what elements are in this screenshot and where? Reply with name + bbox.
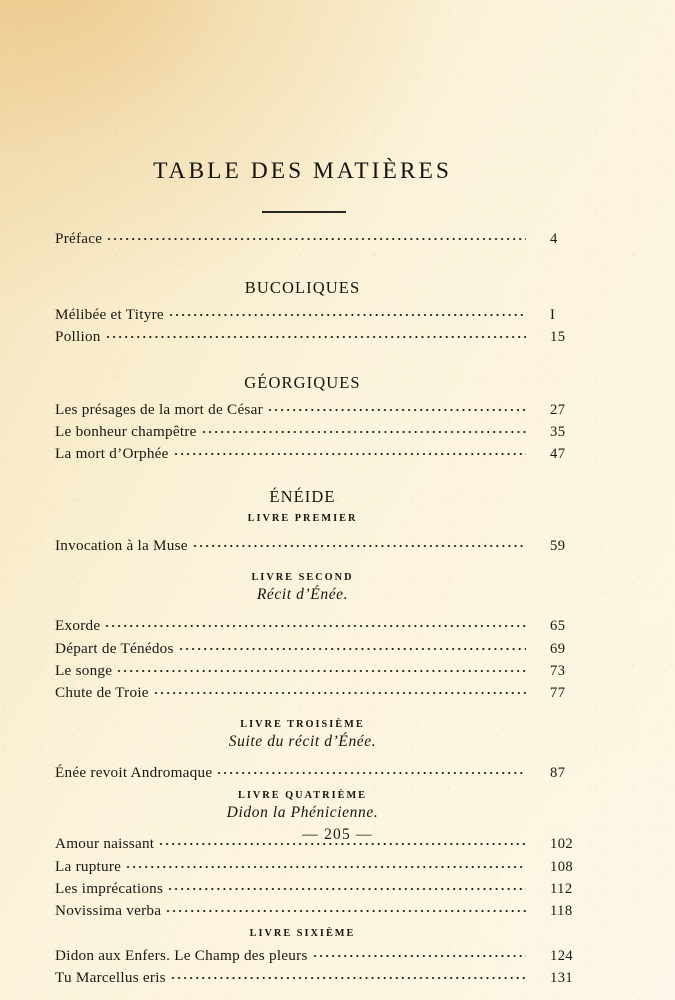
toc-leader-dots <box>312 946 526 960</box>
toc-entry-pollion[interactable] <box>55 326 620 348</box>
toc-entry-page: 131 <box>550 970 574 987</box>
toc-entry-les-imprecations[interactable] <box>55 878 620 900</box>
toc-leader-dots <box>192 536 526 550</box>
toc-leader-dots <box>216 763 526 777</box>
toc-entry-page: 118 <box>550 903 573 920</box>
toc-entry-label: Le bonheur champêtre <box>55 422 197 440</box>
toc-entry-invocation-a-la-muse[interactable] <box>55 535 620 557</box>
toc-entry-page: 124 <box>550 948 574 965</box>
toc-entry-label: Pollion <box>55 328 101 346</box>
spacer <box>55 557 620 572</box>
toc-entry-label: Exorde <box>55 617 101 635</box>
toc-leader-dots <box>104 616 526 630</box>
toc-entry-page: 15 <box>550 329 566 346</box>
toc-entry-label: Les imprécations <box>55 879 164 897</box>
toc-entry-label: Didon aux Enfers. Le Champ des pleurs <box>55 947 308 965</box>
toc-entry-la-rupture[interactable] <box>55 856 620 878</box>
book-heading-livre-second: LIVRE SECOND <box>251 572 354 584</box>
toc-entry-page: 87 <box>550 765 566 782</box>
toc-entry-bonheur-champetre[interactable] <box>55 421 620 443</box>
toc-entry-page: 112 <box>550 880 573 897</box>
toc-entry-preface[interactable] <box>55 228 620 250</box>
book-subtitle-livre-second: Récit d’Énée. <box>256 586 349 604</box>
toc-entry-label: La rupture <box>55 857 122 875</box>
section-heading-bucoliques: BUCOLIQUES <box>244 278 361 298</box>
book-heading-livre-sixieme: LIVRE SIXIÈME <box>249 928 356 940</box>
toc-entry-melibee-et-tityre[interactable] <box>55 304 620 326</box>
book-subtitle-livre-troisieme: Suite du récit d’Énée. <box>228 733 377 751</box>
toc-entry-page: I <box>550 307 556 324</box>
spacer <box>55 704 620 719</box>
spacer <box>55 751 620 762</box>
toc-entry-label: Tu Marcellus eris <box>55 969 166 987</box>
toc-leader-dots <box>153 683 526 697</box>
toc-entry-page: 35 <box>550 423 566 440</box>
toc-entry-le-songe[interactable] <box>55 660 620 682</box>
toc-leader-dots <box>173 444 526 458</box>
toc-entry-label: Préface <box>55 230 103 247</box>
toc-entry-page: 108 <box>550 858 574 875</box>
toc-leader-dots <box>168 305 526 319</box>
toc-entry-label: Départ de Ténédos <box>55 639 174 657</box>
book-heading-livre-premier: LIVRE PREMIER <box>247 513 358 525</box>
toc-entry-page: 102 <box>550 836 574 853</box>
toc-leader-dots <box>105 327 526 341</box>
toc-entry-page: 27 <box>550 401 566 418</box>
page-folio-number: — 205 — <box>302 826 373 843</box>
toc-leader-dots <box>167 879 526 893</box>
toc-entry-presages-mort-cesar[interactable] <box>55 399 620 421</box>
toc-entry-label: Novissima verba <box>55 902 162 920</box>
toc-leader-dots <box>267 400 526 414</box>
toc-leader-dots <box>106 229 526 243</box>
toc-entry-enee-revoit-andromaque[interactable] <box>55 762 620 784</box>
toc-entry-label: La mort d’Orphée <box>55 445 169 463</box>
spacer <box>55 213 620 228</box>
toc-entry-page: 4 <box>550 231 558 247</box>
toc-entry-label: Les présages de la mort de César <box>55 400 263 418</box>
toc-entry-depart-de-tenedos[interactable] <box>55 638 620 660</box>
book-heading-livre-quatrieme: LIVRE QUATRIÈME <box>237 790 368 802</box>
toc-entry-didon-aux-enfers[interactable] <box>55 945 620 967</box>
book-subtitle-livre-quatrieme: Didon la Phénicienne. <box>226 804 379 822</box>
toc-entry-page: 59 <box>550 538 566 555</box>
toc-entry-page: 47 <box>550 446 566 463</box>
toc-leader-dots <box>178 639 526 653</box>
toc-entry-novissima-verba[interactable] <box>55 900 620 922</box>
toc-entry-chute-de-troie[interactable] <box>55 682 620 704</box>
spacer <box>55 524 620 535</box>
toc-leader-dots <box>165 901 526 915</box>
toc-entry-tu-marcellus-eris[interactable] <box>55 967 620 989</box>
section-heading-georgiques: GÉORGIQUES <box>244 372 361 392</box>
toc-entry-page: 73 <box>550 662 566 679</box>
page-title: TABLE DES MATIÈRES <box>153 158 452 184</box>
toc-entry-label: Amour naissant <box>55 835 155 853</box>
toc-entry-mort-orphee[interactable] <box>55 443 620 465</box>
toc-leader-dots <box>201 422 526 436</box>
spacer <box>55 604 620 615</box>
toc-entry-exorde[interactable] <box>55 615 620 637</box>
toc-entry-page: 69 <box>550 640 566 657</box>
section-heading-eneide: ÉNÉIDE <box>269 487 336 507</box>
toc-entry-label: Le songe <box>55 661 113 679</box>
toc-entry-label: Invocation à la Muse <box>55 537 188 555</box>
toc-leader-dots <box>116 661 526 675</box>
toc-leader-dots <box>125 857 526 871</box>
toc-entry-label: Mélibée et Tityre <box>55 306 164 324</box>
toc-entry-page: 77 <box>550 685 566 702</box>
toc-entry-label: Chute de Troie <box>55 684 149 702</box>
toc-entry-label: Énée revoit Andromaque <box>55 764 213 782</box>
toc-leader-dots <box>170 968 526 982</box>
toc-entry-page: 65 <box>550 618 566 635</box>
book-heading-livre-troisieme: LIVRE TROISIÈME <box>240 719 365 731</box>
